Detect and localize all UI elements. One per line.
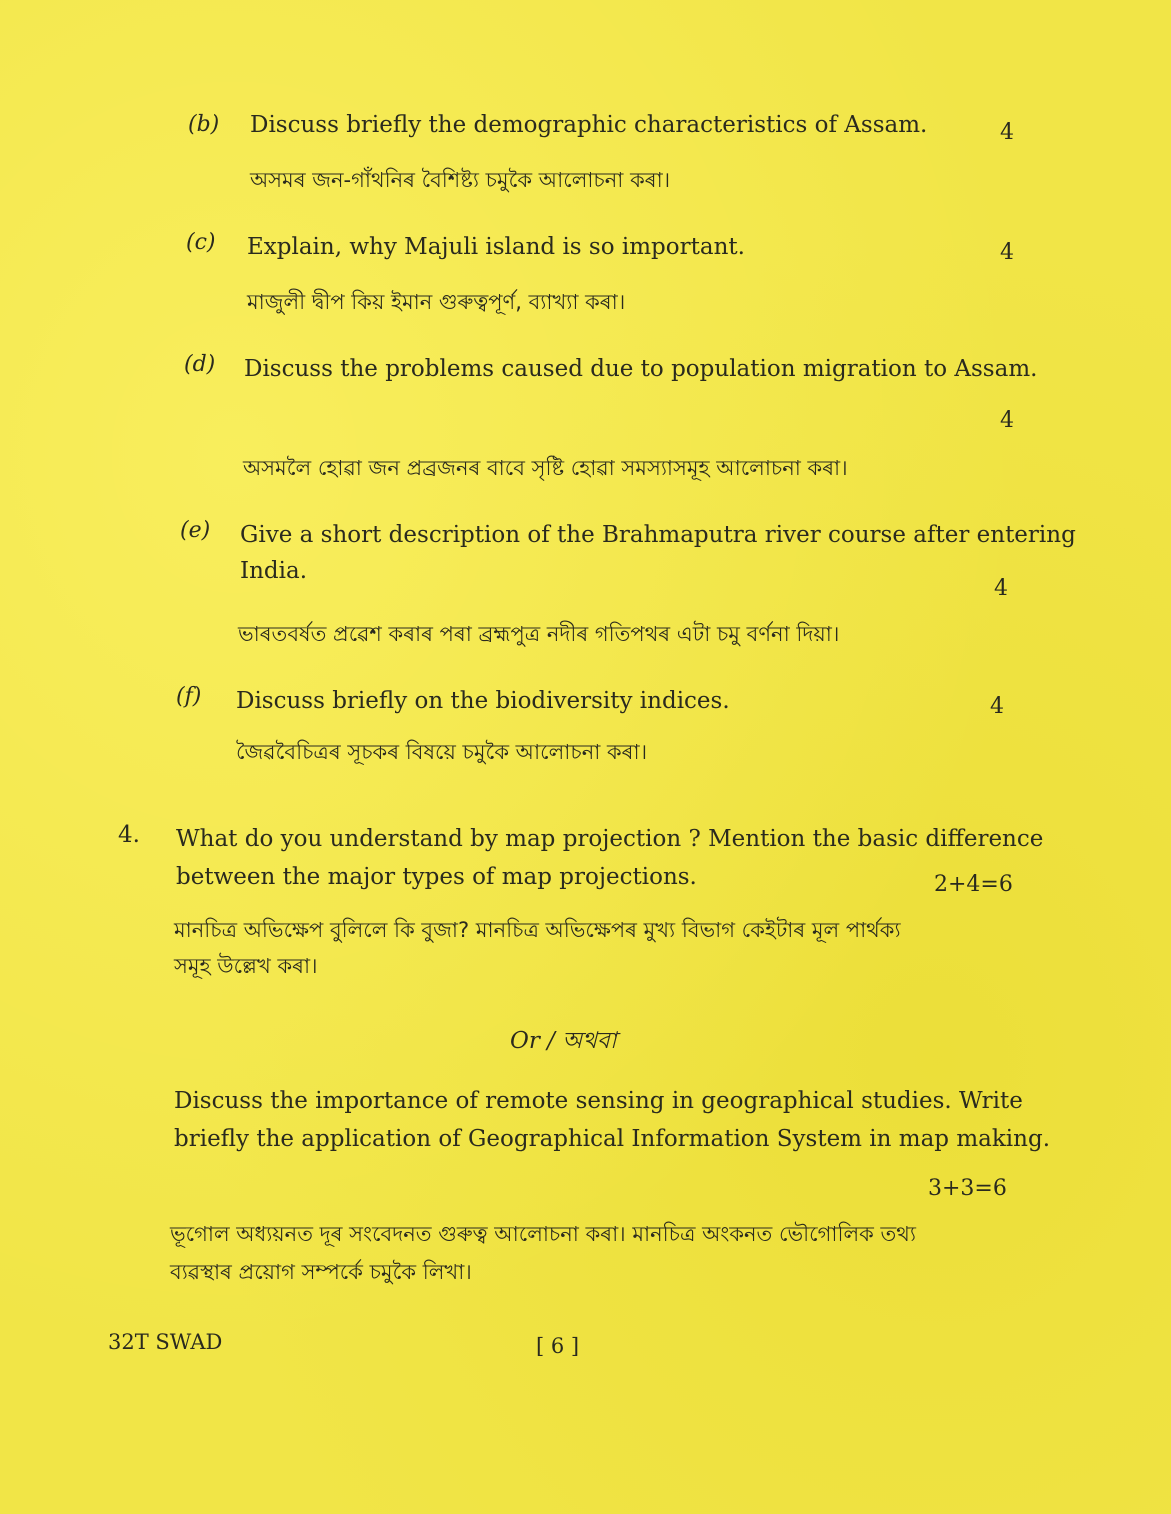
question-number: 4. [118, 822, 140, 848]
question-label: (b) [188, 112, 220, 137]
question-label: (d) [184, 352, 216, 377]
alternative-marks: 3+3=6 [928, 1176, 1007, 1201]
question-marks: 4 [1000, 408, 1014, 433]
question-text-english: What do you understand by map projection ? Mention the basic difference [176, 826, 1044, 852]
question-marks: 4 [990, 694, 1004, 719]
question-marks: 4 [1000, 240, 1014, 265]
alternative-text-english: briefly the application of Geographical Information System in map making. [174, 1126, 1050, 1152]
alternative-text-english: Discuss the importance of remote sensing in geographical studies. Write [174, 1088, 1023, 1114]
question-text-assamese: মাজুলী দ্বীপ কিয় ইমান গুৰুত্বপূৰ্ণ, ব্যাখ্যা কৰা। [247, 290, 626, 314]
question-text-assamese: মানচিত্ৰ অভিক্ষেপ বুলিলে কি বুজা? মানচিত্ৰ অভিক্ষেপৰ মুখ্য বিভাগ কেইটাৰ মূল পাৰ্থক্য [174, 918, 901, 942]
question-text-english: Explain, why Majuli island is so important. [247, 234, 745, 260]
question-text-assamese: অসমলৈ হোৱা জন প্ৰব্ৰজনৰ বাবে সৃষ্টি হোৱা সমস্যাসমূহ আলোচনা কৰা। [243, 456, 848, 480]
page-number: [ 6 ] [536, 1334, 580, 1358]
question-text-english: India. [240, 558, 308, 584]
alternative-text-assamese: ভূগোল অধ্যয়নত দূৰ সংবেদনত গুৰুত্ব আলোচনা কৰা। মানচিত্ৰ অংকনত ভৌগোলিক তথ্য [170, 1222, 916, 1246]
question-text-english: Give a short description of the Brahmaputra river course after entering [240, 522, 1076, 548]
question-label: (e) [180, 518, 211, 543]
question-text-assamese: অসমৰ জন-গাঁথনিৰ বৈশিষ্ট্য চমুকৈ আলোচনা কৰা। [250, 168, 671, 192]
question-marks: 2+4=6 [934, 872, 1013, 897]
question-label: (c) [186, 230, 216, 255]
question-text-english: between the major types of map projections. [176, 864, 697, 890]
question-marks: 4 [994, 576, 1008, 601]
question-text-assamese: সমূহ উল্লেখ কৰা। [174, 954, 318, 978]
or-divider: Or / অথবা [510, 1028, 617, 1054]
question-text-english: Discuss briefly on the biodiversity indices. [236, 688, 730, 714]
alternative-text-assamese: ব্যৱস্থাৰ প্ৰয়োগ সম্পৰ্কে চমুকৈ লিখা। [170, 1260, 472, 1284]
question-marks: 4 [1000, 120, 1014, 145]
paper-code: 32T SWAD [108, 1330, 223, 1354]
question-text-english: Discuss the problems caused due to population migration to Assam. [244, 356, 1038, 382]
question-text-assamese: ভাৰতবৰ্ষত প্ৰৱেশ কৰাৰ পৰা ব্ৰহ্মপুত্ৰ নদীৰ গতিপথৰ এটা চমু বৰ্ণনা দিয়া। [238, 622, 840, 646]
question-text-assamese: জৈৱবৈচিত্ৰৰ সূচকৰ বিষয়ে চমুকৈ আলোচনা কৰা। [236, 740, 648, 764]
question-label: (f) [176, 684, 202, 709]
question-text-english: Discuss briefly the demographic characteristics of Assam. [250, 112, 928, 138]
